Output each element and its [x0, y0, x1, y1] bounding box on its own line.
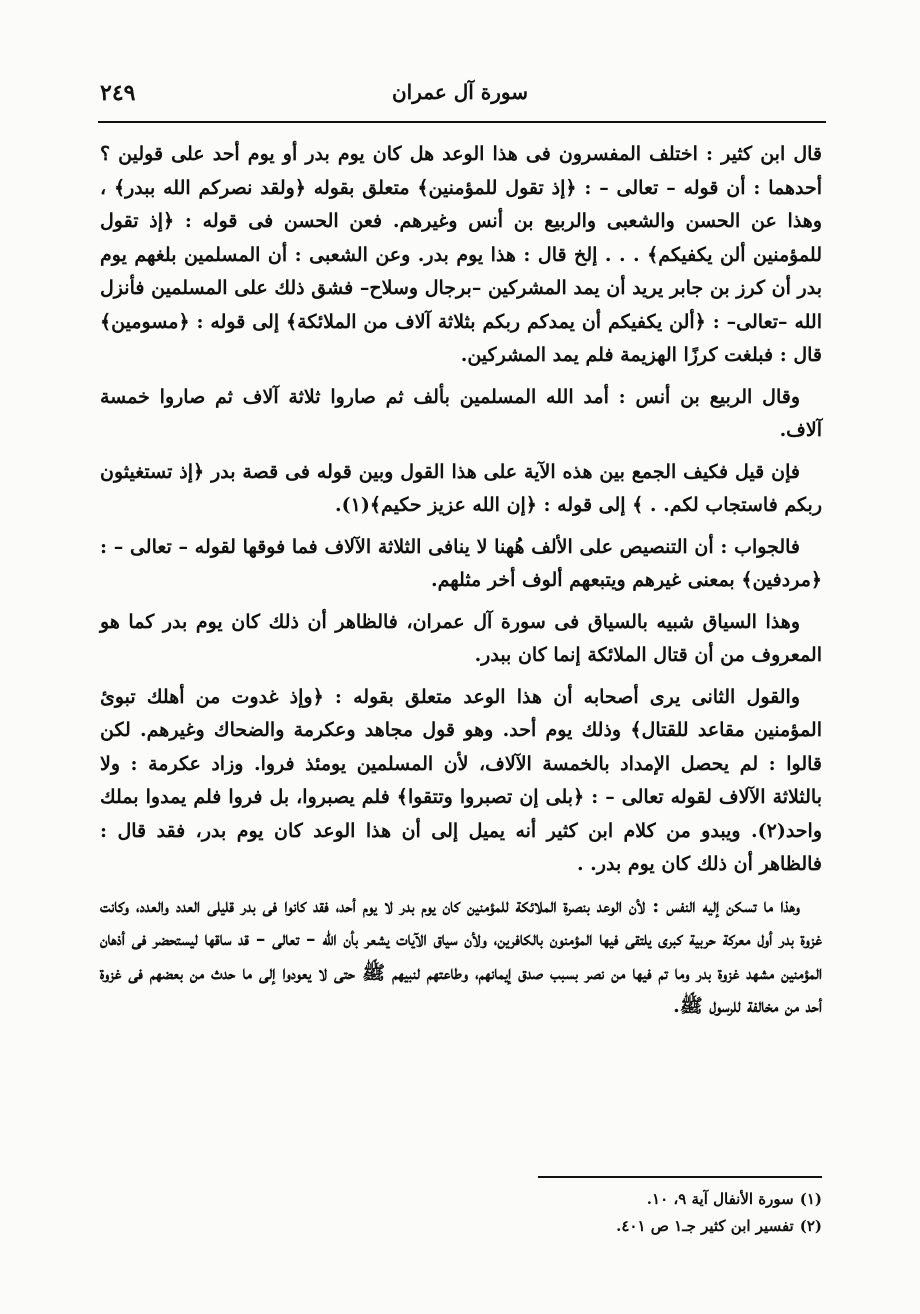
- paragraph: وقال الربيع بن أنس : أمد الله المسلمين بألف ثم صاروا ثلاثة آلاف ثم صاروا خمسة آلاف.: [100, 385, 822, 441]
- footnote-2: [100, 1213, 822, 1240]
- footnote-text: تفسير ابن كثير جـ١ ص ٤٠١.: [616, 1217, 794, 1235]
- header-divider: [98, 121, 826, 123]
- paragraph: وهذا ما تسكن إليه النفس : لأن الوعد بنصرة الملائكة للمؤمنين كان يوم بدر لا يوم أحد، فقد كانوا فى بدر قليلى العدد والعدد، وكانت غزوة بدر أول معركة حربية كبرى يلتقى فيها المؤمنون بالكافرين، ولأن سياق الآيات يشعر بأن الله – تعالى – قد ساقها ليستحضر فى أذهان المؤمنين مشهد غزوة بدر وما تم فيها من نصر بسبب صدق إيمانهم، وطاعتهم لنبيهم ﷺ حتى لا يعودوا إلى ما حدث من بعضهم فى غزوة أحد من مخالفة للرسول ﷺ.: [100, 894, 822, 1017]
- page-number: ٢٤٩: [100, 80, 136, 106]
- paragraph: وهذا السياق شبيه بالسياق فى سورة آل عمران، فالظاهر أن ذلك كان يوم بدر كما هو المعروف من أن قتال الملائكة إنما كان ببدر.: [100, 610, 822, 666]
- footnotes: [100, 1186, 822, 1240]
- footnote-1: [100, 1186, 822, 1213]
- paragraph: قال ابن كثير : اختلف المفسرون فى هذا الوعد هل كان يوم بدر أو يوم أحد على قولين ؟ أحدهما : أن قوله – تعالى – : ﴿إذ تقول للمؤمنين﴾ متعلق بقوله ﴿ولقد نصركم الله ببدر﴾ ، وهذا عن الحسن والشعبى والربيع بن أنس وغيرهم. فعن الحسن فى قوله : ﴿إذ تقول للمؤمنين ألن يكفيكم﴾ . . . إلخ قال : هذا يوم بدر. وعن الشعبى : أن المسلمين بلغهم يوم بدر أن كرز بن جابر يريد أن يمد المشركين –برجال وسلاح– فشق ذلك على المسلمين فأنزل الله –تعالى– : ﴿ألن يكفيكم أن يمدكم ربكم بثلاثة آلاف من الملائكة﴾ إلى قوله : ﴿مسومين﴾ قال : فبلغت كرزًا الهزيمة فلم يمد المشركين.: [100, 143, 822, 366]
- paragraph: فإن قيل فكيف الجمع بين هذه الآية على هذا القول وبين قوله فى قصة بدر ﴿إذ تستغيثون ربكم فاستجاب لكم. . ﴾ إلى قوله : ﴿إن الله عزيز حكيم﴾(١).: [100, 460, 822, 516]
- footnote-marker: (٢): [799, 1217, 822, 1235]
- footnote-text: سورة الأنفال آية ٩، ١٠.: [646, 1190, 794, 1208]
- paragraph: فالجواب : أن التنصيص على الألف هُهنا لا ينافى الثلاثة الآلاف فما فوقها لقوله – تعالى – : ﴿مردفين﴾ بمعنى غيرهم ويتبعهم ألوف أخر مثلهم.: [100, 535, 822, 591]
- running-head: [100, 80, 820, 114]
- surah-title: سورة آل عمران: [391, 80, 528, 104]
- paragraph: والقول الثانى يرى أصحابه أن هذا الوعد متعلق بقوله : ﴿وإذ غدوت من أهلك تبوئ المؤمنين مقاعد للقتال﴾ وذلك يوم أحد. وهو قول مجاهد وعكرمة والضحاك وغيرهم. لكن قالوا : لم يحصل الإمداد بالخمسة الآلاف، لأن المسلمين يومئذ فروا. وزاد عكرمة : ولا بالثلاثة الآلاف لقوله تعالى – : ﴿بلى إن تصبروا وتتقوا﴾ فلم يصبروا، بل فروا فلم يمدوا بملك واحد(٢). ويبدو من كلام ابن كثير أنه يميل إلى أن هذا الوعد كان يوم بدر، فقد قال : فالظاهر أن ذلك كان يوم بدر. .: [100, 685, 822, 875]
- main-text: [100, 138, 822, 1032]
- footnote-divider: [538, 1176, 822, 1178]
- footnote-marker: (١): [799, 1190, 822, 1208]
